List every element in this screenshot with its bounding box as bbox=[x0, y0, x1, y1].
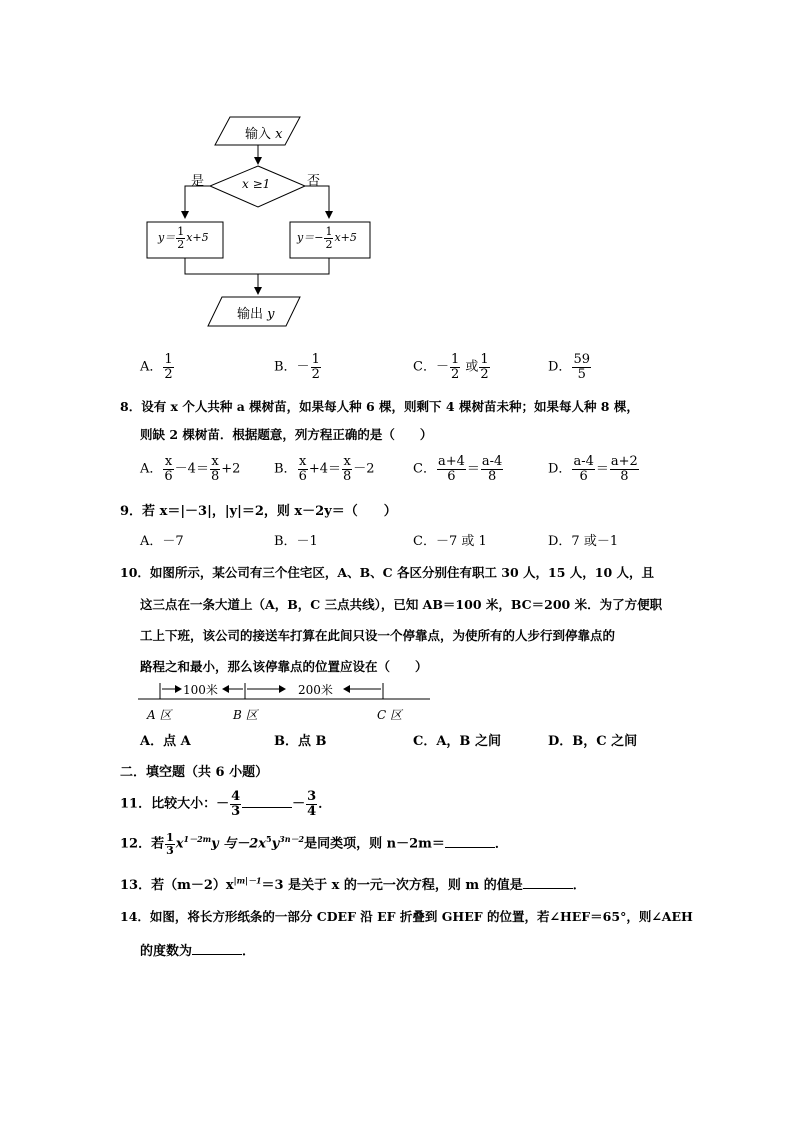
q13: 13．若$(m-2)x^{|m|-1}=3$ 是关于 x 的一元一次方程，则 m 的值是 ． bbox=[120, 875, 586, 893]
q8-option-a: A． $\frac{x}{6}$ －4＝ $\frac{x}{8}$ +2 bbox=[140, 454, 241, 484]
ab-distance: 100米 bbox=[183, 683, 218, 697]
q9-option-d: D．7 或－1 bbox=[548, 534, 619, 549]
q8-option-d: D． $\frac{a-4}{6}$ ＝ $\frac{a+2}{8}$ bbox=[548, 454, 638, 484]
q9-option-a: A．－7 bbox=[140, 534, 184, 549]
q8-option-b: B． $\frac{x}{6}$ +4＝ $\frac{x}{8}$ －2 bbox=[274, 454, 375, 484]
q9-option-c: C．－7 或 1 bbox=[413, 534, 487, 549]
q8-line2: 则缺 2 棵树苗．根据题意，列方程正确的是（ ） bbox=[140, 427, 433, 442]
q10-option-a: A．点 A bbox=[140, 734, 191, 749]
point-b-label: B 区 bbox=[233, 708, 258, 722]
flowchart bbox=[140, 110, 380, 335]
section-heading: 二．填空题（共 6 小题） bbox=[120, 765, 269, 780]
yes-label: 是 bbox=[191, 174, 205, 189]
q9-text: 9．若 x＝|－3|，|y|＝2，则 x－2y＝（ ） bbox=[120, 504, 397, 519]
bc-distance: 200米 bbox=[298, 683, 333, 697]
input-label: 输入 x bbox=[245, 127, 283, 142]
point-c-label: C 区 bbox=[377, 708, 402, 722]
q11: 11．比较大小：－ $\frac{4}{3}$ － $\frac{3}{4}$ ． bbox=[120, 789, 332, 819]
left-formula: y＝ $\frac{1}{2}$ x+5 bbox=[158, 225, 209, 251]
q7-option-c: C．－ $\frac{1}{2}$ 或 $\frac{1}{2}$ bbox=[413, 352, 489, 382]
q14-line1: 14．如图，将长方形纸条的一部分 CDEF 沿 EF 折叠到 GHEF 的位置，若∠HEF＝65°，则∠AEH bbox=[120, 909, 693, 924]
q10-line2: 这三点在一条大道上（A，B，C 三点共线），已知 AB＝100 米，BC＝200 米．为了方便职 bbox=[140, 597, 663, 612]
q8-option-c: C． $\frac{a+4}{6}$ ＝ $\frac{a-4}{8}$ bbox=[413, 454, 503, 484]
q8-line1: 8．设有 x 个人共种 a 棵树苗，如果每人种 6 棵，则剩下 4 棵树苗未种；如果每人种 8 棵， bbox=[120, 399, 639, 414]
q9-option-b: B．－1 bbox=[274, 534, 318, 549]
q7-option-b: B．－ $\frac{1}{2}$ bbox=[274, 352, 320, 382]
output-label: 输出 y bbox=[237, 307, 275, 322]
q10-option-b: B．点 B bbox=[274, 734, 327, 749]
q7-option-a: A． $\frac{1}{2}$ bbox=[140, 352, 173, 382]
q14-line2: 的度数为 ． bbox=[140, 944, 256, 959]
q12: 12．若 $\frac{1}{3}$ $x^{1-2m}y$ 与$-2x^5y^{3n-2}$是同类项，则 n－2m＝ ． bbox=[120, 831, 508, 857]
q10-option-c: C．A，B 之间 bbox=[413, 734, 501, 749]
no-label: 否 bbox=[307, 174, 321, 189]
q10-option-d: D．B，C 之间 bbox=[548, 734, 638, 749]
condition-label: x ≥1 bbox=[242, 177, 271, 191]
q10-line3: 工上下班，该公司的接送车打算在此间只设一个停靠点，为使所有的人步行到停靠点的 bbox=[140, 628, 616, 643]
q7-option-d: D． $\frac{59}{5}$ bbox=[548, 352, 590, 382]
q10-line4: 路程之和最小，那么该停靠点的位置应设在（ ） bbox=[140, 659, 428, 674]
q10-line1: 10．如图所示，某公司有三个住宅区，A、B、C 各区分别住有职工 30 人，15 人，10 人，且 bbox=[120, 565, 655, 580]
right-formula: y＝− $\frac{1}{2}$ x+5 bbox=[297, 225, 357, 251]
point-a-label: A 区 bbox=[147, 708, 172, 722]
